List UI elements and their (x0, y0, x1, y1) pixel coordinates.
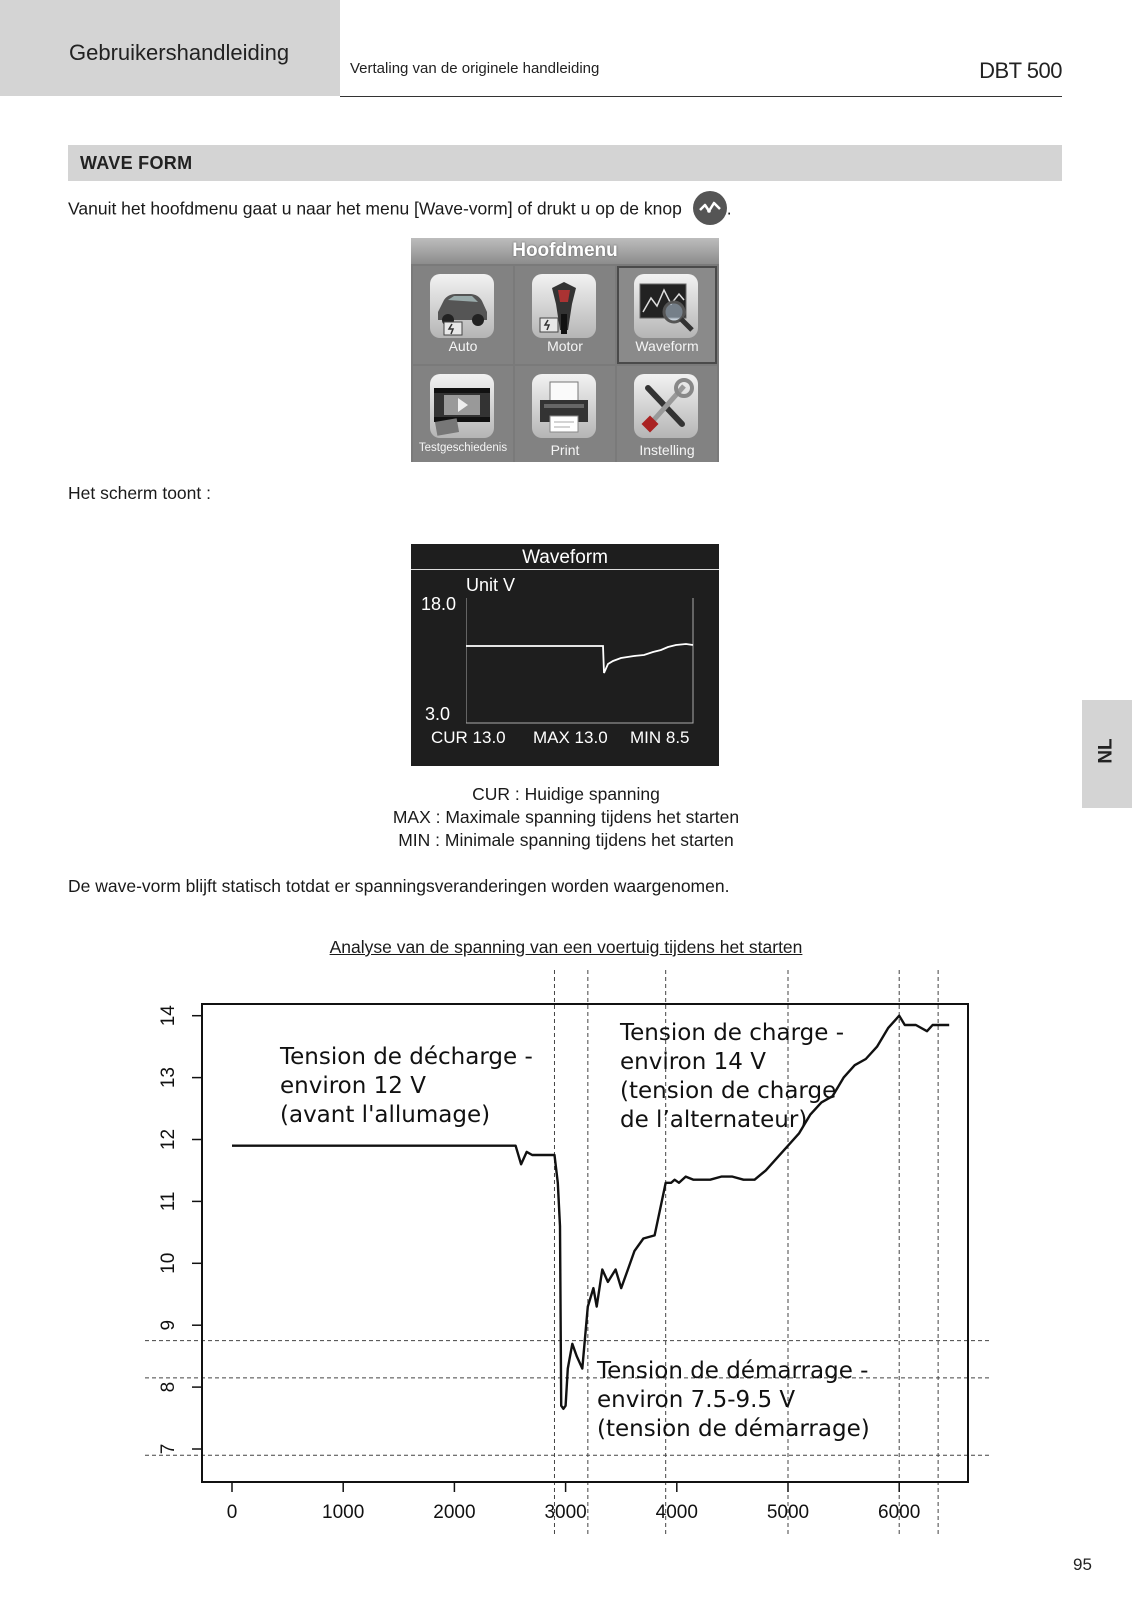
y-tick-label: 13 (158, 1067, 179, 1089)
annotation-line: de l’alternateur) (620, 1107, 808, 1133)
menu-item-waveform (617, 266, 717, 364)
waveform-max: MAX 13.0 (533, 728, 608, 747)
annotation-line: Tension de décharge - (280, 1044, 533, 1070)
y-tick-label: 10 (158, 1252, 179, 1274)
x-tick-label: 3000 (544, 1502, 587, 1523)
annotation-line: Tension de charge - (620, 1020, 844, 1046)
y-tick-label: 8 (158, 1381, 179, 1393)
intro-end: . (726, 198, 732, 219)
film-history-icon (430, 374, 494, 438)
menu-item-label: Instelling (639, 442, 695, 458)
x-tick-label: 0 (226, 1502, 238, 1523)
menu-item-label: Print (550, 442, 580, 458)
annotation-line: environ 12 V (280, 1073, 426, 1099)
menu-item-print (515, 366, 615, 462)
language-tab-label: NL (1095, 738, 1117, 764)
annotation-line: environ 14 V (620, 1049, 766, 1075)
x-tick-label: 6000 (878, 1502, 921, 1523)
y-tick-label: 11 (158, 1191, 179, 1212)
static-note: De wave-vorm blijft statisch totdat er spanningsveranderingen worden waargenomen. (68, 876, 730, 896)
screen-intro: Het scherm toont : (68, 483, 211, 503)
chart-title: Analyse van de spanning van een voertuig tijdens het starten (329, 937, 803, 957)
menu-item-label: Testgeschiedenis (418, 442, 508, 454)
waveform-magnifier-icon (634, 274, 698, 338)
document-subtitle: Vertaling van de originele handleiding (350, 60, 600, 77)
section-bar (68, 145, 1062, 181)
menu-item-auto (413, 266, 513, 364)
y-tick-label: 12 (158, 1128, 179, 1151)
waveform-screen-title: Waveform (411, 544, 719, 570)
x-tick-label: 2000 (433, 1502, 476, 1523)
menu-item-testgeschiedenis (413, 366, 513, 462)
main-menu-screenshot (411, 238, 719, 462)
menu-item-motor (515, 266, 615, 364)
model-name: DBT 500 (979, 58, 1062, 83)
legend-min: MIN : Minimale spanning tijdens het starten (398, 830, 734, 850)
intro-paragraph (68, 193, 732, 227)
legend-max: MAX : Maximale spanning tijdens het starten (392, 807, 740, 827)
menu-item-instelling (617, 366, 717, 462)
section-title: WAVE FORM (80, 153, 193, 173)
motorcycle-battery-icon (532, 274, 596, 338)
waveform-min: MIN 8.5 (630, 728, 690, 747)
intro-text: Vanuit het hoofdmenu gaat u naar het menu [Wave-vorm] of drukt u op de knop (68, 198, 682, 219)
y-tick-label: 7 (158, 1443, 179, 1455)
page-number: 95 (1073, 1555, 1092, 1574)
menu-item-label: Auto (448, 338, 478, 354)
menu-item-label: Waveform (635, 338, 699, 354)
y-tick-label: 9 (158, 1319, 179, 1331)
voltage-chart (0, 960, 1132, 1540)
annotation-line: Tension de démarrage - (597, 1358, 869, 1384)
document-title: Gebruikershandleiding (69, 40, 290, 65)
header-divider (340, 96, 1062, 97)
waveform-button-icon (693, 191, 727, 225)
menu-item-label: Motor (547, 338, 583, 354)
legend-cur: CUR : Huidige spanning (472, 784, 660, 804)
printer-icon (532, 374, 596, 438)
annotation-line: (avant l'allumage) (280, 1102, 491, 1128)
y-tick-label: 14 (158, 1005, 179, 1027)
tools-settings-icon (634, 374, 698, 438)
waveform-ymin: 3.0 (425, 704, 451, 724)
main-menu-title: Hoofdmenu (411, 238, 719, 264)
waveform-plot (466, 598, 696, 724)
x-tick-label: 1000 (322, 1502, 365, 1523)
waveform-unit: Unit V (466, 575, 516, 595)
waveform-cur: CUR 13.0 (431, 728, 506, 747)
annotation-line: (tension de charge (620, 1078, 837, 1104)
annotation-line: (tension de démarrage) (597, 1416, 870, 1442)
x-tick-label: 5000 (766, 1502, 810, 1523)
car-battery-icon (430, 274, 494, 338)
x-tick-label: 4000 (655, 1502, 698, 1523)
waveform-ymax: 18.0 (421, 594, 457, 614)
annotation-line: environ 7.5-9.5 V (597, 1387, 796, 1413)
waveform-screen (411, 544, 719, 766)
